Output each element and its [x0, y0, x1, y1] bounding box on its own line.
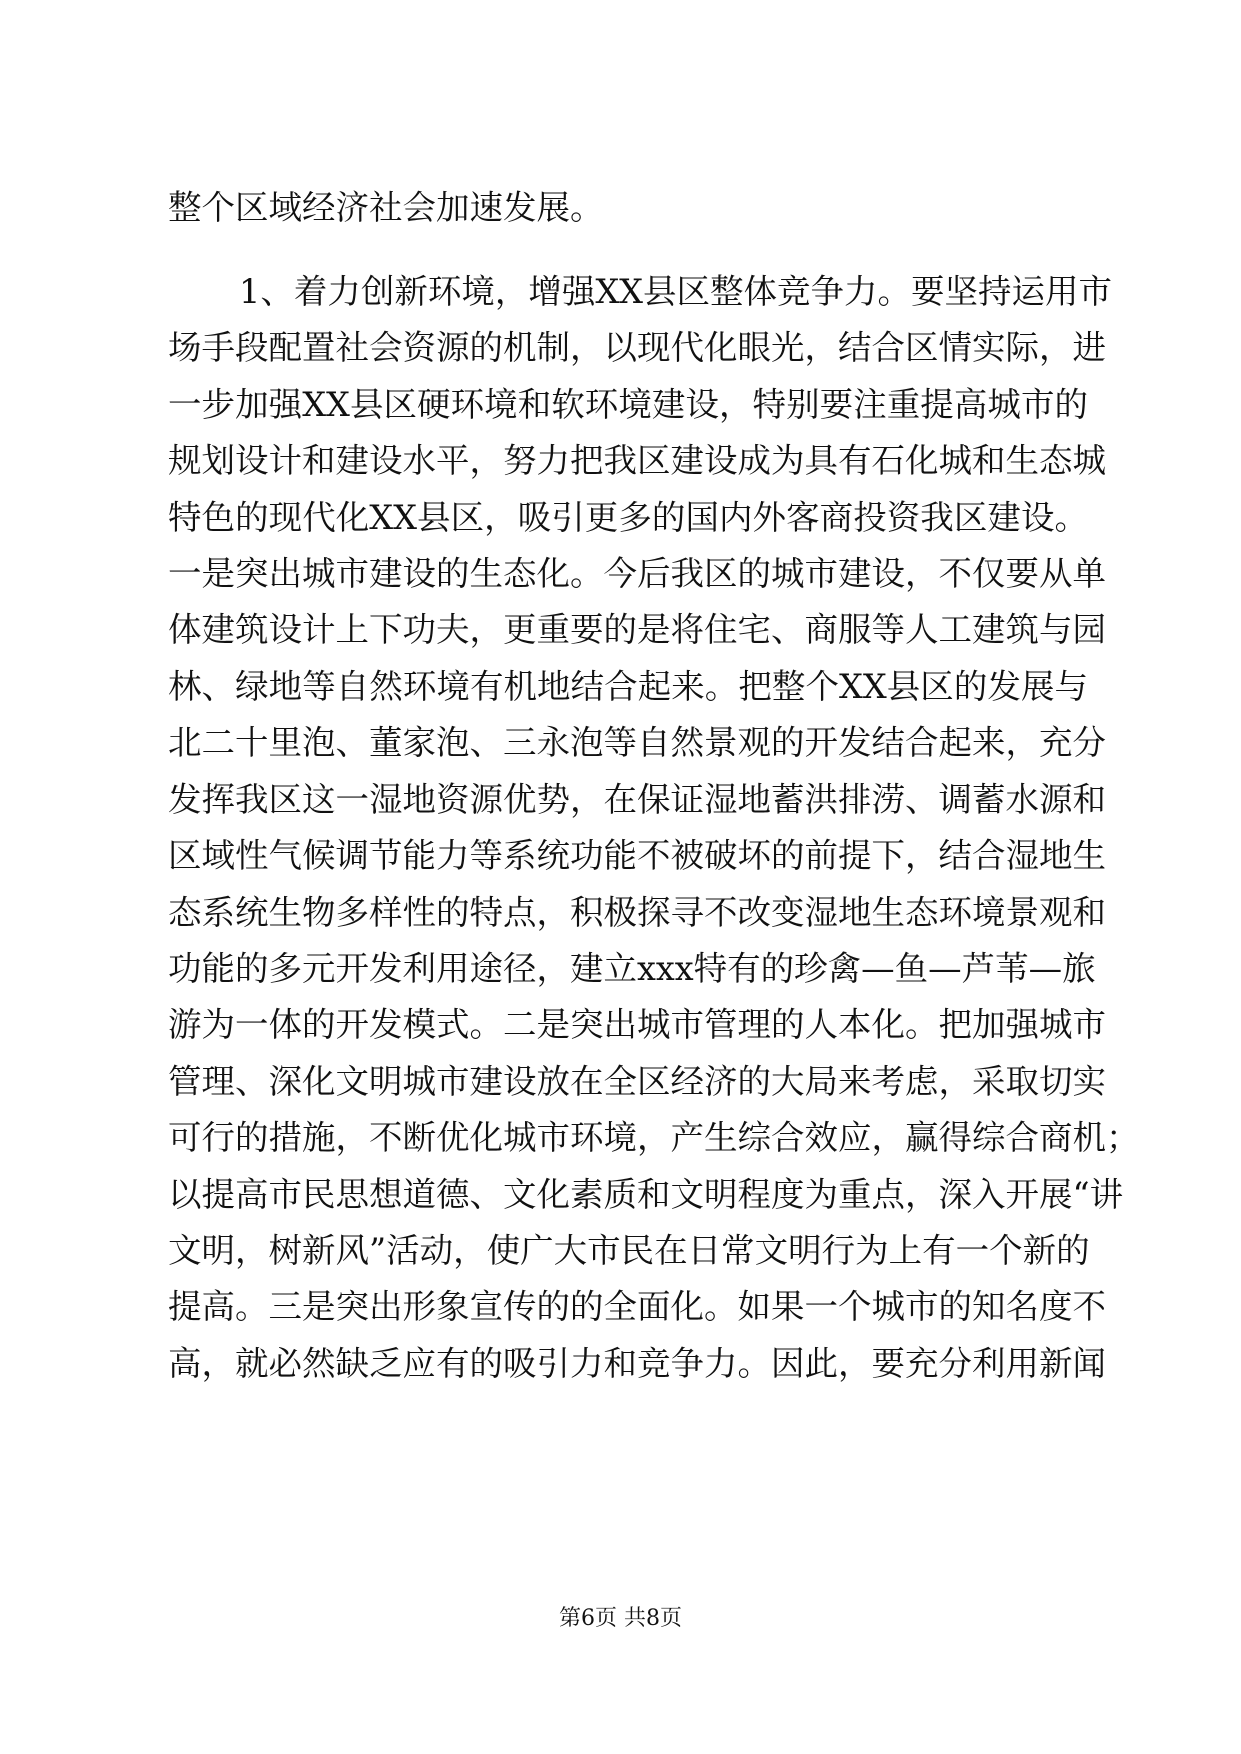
text-line: 一是突出城市建设的生态化。今后我区的城市建设，不仅要从单: [168, 554, 1106, 593]
page-number-footer: 第6页 共8页: [559, 1606, 682, 1631]
text-line: 以提高市民思想道德、文化素质和文明程度为重点，深入开展“讲: [168, 1175, 1124, 1214]
text-line: 文明，树新风”活动，使广大市民在日常文明行为上有一个新的: [168, 1231, 1090, 1270]
text-line: 规划设计和建设水平，努力把我区建设成为具有石化城和生态城: [168, 441, 1106, 480]
text-line: 提高。三是突出形象宣传的的全面化。如果一个城市的知名度不: [168, 1287, 1106, 1326]
text-line: 管理、深化文明城市建设放在全区经济的大局来考虑，采取切实: [168, 1062, 1106, 1101]
text-line: 游为一体的开发模式。二是突出城市管理的人本化。把加强城市: [168, 1005, 1106, 1044]
text-line: 高，就必然缺乏应有的吸引力和竞争力。因此，要充分利用新闻: [168, 1344, 1106, 1383]
text-line: 区域性气候调节能力等系统功能不被破坏的前提下，结合湿地生: [168, 836, 1106, 875]
text-line: 场手段配置社会资源的机制，以现代化眼光，结合区情实际，进: [168, 328, 1106, 367]
text-line: 发挥我区这一湿地资源优势，在保证湿地蓄洪排涝、调蓄水源和: [168, 780, 1106, 819]
text-line: 北二十里泡、董家泡、三永泡等自然景观的开发结合起来，充分: [168, 723, 1106, 762]
text-line: 态系统生物多样性的特点，积极探寻不改变湿地生态环境景观和: [168, 893, 1106, 932]
text-line: 特色的现代化XX县区，吸引更多的国内外客商投资我区建设。: [168, 498, 1088, 537]
text-line: 1、着力创新环境，增强XX县区整体竞争力。要坚持运用市: [239, 272, 1113, 311]
text-line: 整个区域经济社会加速发展。: [168, 188, 604, 227]
text-line: 体建筑设计上下功夫，更重要的是将住宅、商服等人工建筑与园: [168, 610, 1106, 649]
text-line: 林、绿地等自然环境有机地结合起来。把整个XX县区的发展与: [168, 667, 1088, 706]
text-line: 功能的多元开发利用途径，建立xxx特有的珍禽—鱼—芦苇—旅: [168, 949, 1096, 988]
text-line: 一步加强XX县区硬环境和软环境建设，特别要注重提高城市的: [168, 385, 1088, 424]
text-line: 可行的措施，不断优化城市环境，产生综合效应，赢得综合商机；: [168, 1118, 1140, 1157]
